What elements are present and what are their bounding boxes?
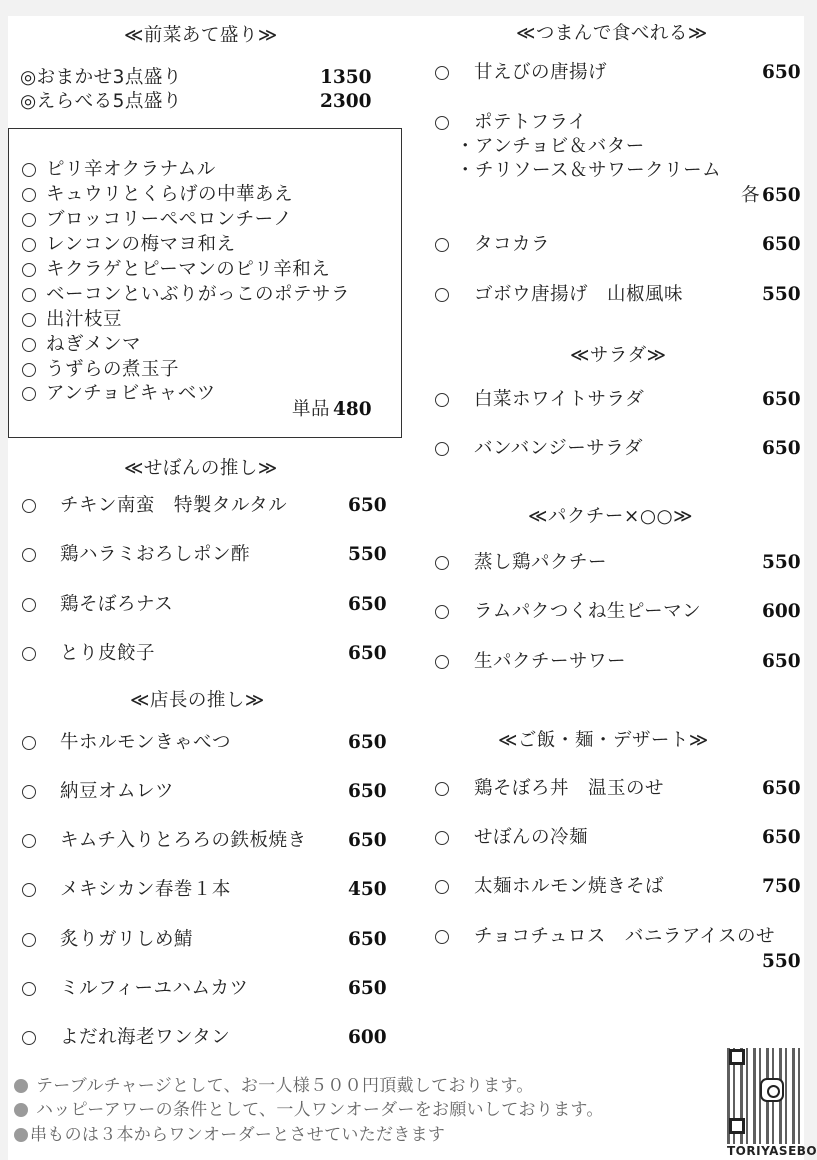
circle-marker-icon [22, 499, 36, 513]
note-skewers: 串ものは３本からワンオーダーとさせていただきます [30, 1125, 446, 1145]
note-happy-hour: ハッピーアワーの条件として、一人ワンオーダーをお願いしております。 [36, 1100, 604, 1120]
heading-salad: ≪サラダ≫ [570, 345, 667, 366]
menu-item-name: 生パクチーサワー [474, 651, 627, 672]
circle-marker-icon [22, 238, 36, 252]
menu-item-price: 650 [348, 643, 387, 664]
circle-marker-icon [435, 880, 449, 894]
circle-marker-icon [22, 188, 36, 202]
menu-item-price: 650 [348, 781, 387, 802]
heading-sebon-picks: ≪せぼんの推し≫ [124, 458, 278, 479]
menu-item-name: タコカラ [474, 234, 551, 255]
menu-item-name: ゴボウ唐揚げ 山椒風味 [474, 284, 684, 305]
menu-item-name: ◎おまかせ3点盛り [20, 67, 182, 88]
choice-item: レンコンの梅マヨ和え [46, 234, 236, 255]
menu-item-name: 白菜ホワイトサラダ [474, 389, 645, 410]
menu-item-name: チキン南蛮 特製タルタル [60, 495, 288, 516]
menu-item-name: 納豆オムレツ [60, 781, 175, 802]
menu-item-price: 650 [348, 978, 387, 999]
menu-item-name: よだれ海老ワンタン [60, 1027, 231, 1048]
circle-marker-icon [22, 288, 36, 302]
menu-item-name: 鶏そぼろ丼 温玉のせ [474, 778, 665, 799]
circle-marker-icon [435, 930, 449, 944]
heading-manager-picks: ≪店長の推し≫ [130, 690, 265, 711]
choice-item: 出汁枝豆 [46, 309, 123, 330]
menu-item-price: 650 [348, 495, 387, 516]
circle-marker-icon [435, 605, 449, 619]
circle-marker-icon [435, 393, 449, 407]
qr-finder-icon [729, 1118, 745, 1134]
menu-item-price: 1350 [320, 67, 372, 88]
circle-marker-icon [435, 116, 449, 130]
menu-item-name: 鶏そぼろナス [60, 594, 174, 615]
unit-price: 480 [333, 399, 372, 420]
choice-item: うずらの煮玉子 [46, 359, 180, 380]
circle-marker-icon [22, 933, 36, 947]
menu-item-price: 650 [762, 778, 801, 799]
circle-marker-icon [22, 213, 36, 227]
circle-marker-icon [22, 1031, 36, 1045]
circle-marker-icon [435, 288, 449, 302]
circle-marker-icon [22, 785, 36, 799]
menu-item-price: 550 [762, 552, 801, 573]
menu-item-price: 650 [348, 929, 387, 950]
choice-item: キュウリとくらげの中華あえ [46, 184, 294, 205]
menu-item-name: 甘えびの唐揚げ [474, 62, 608, 83]
bullet-icon [14, 1103, 28, 1117]
bullet-icon [14, 1079, 28, 1093]
menu-item-price: 550 [762, 951, 801, 972]
circle-marker-icon [22, 263, 36, 277]
menu-item-price: 550 [348, 544, 387, 565]
qr-label: TORIYASEBO [727, 1144, 817, 1158]
circle-marker-icon [22, 363, 36, 377]
bullet-icon [14, 1128, 28, 1142]
choice-item: ベーコンといぶりがっこのポテサラ [46, 284, 351, 305]
menu-item-price: 650 [348, 830, 387, 851]
circle-marker-icon [435, 782, 449, 796]
menu-item-name: 蒸し鶏パクチー [474, 552, 608, 573]
circle-marker-icon [435, 66, 449, 80]
heading-rice-noodle-dessert: ≪ご飯・麺・デザート≫ [498, 730, 709, 751]
circle-marker-icon [22, 548, 36, 562]
circle-marker-icon [22, 313, 36, 327]
menu-item-price: 650 [762, 438, 801, 459]
heading-finger-food: ≪つまんで食べれる≫ [516, 23, 708, 44]
menu-item-name: メキシカン春巻１本 [60, 879, 231, 900]
menu-item-name: ポテトフライ [474, 112, 587, 133]
circle-marker-icon [435, 655, 449, 669]
unit-price-label: 単品 [292, 399, 331, 420]
menu-item-name: ラムパクつくね生ピーマン [474, 601, 702, 622]
menu-item-price: 650 [762, 62, 801, 83]
circle-marker-icon [22, 982, 36, 996]
circle-marker-icon [435, 831, 449, 845]
circle-marker-icon [22, 834, 36, 848]
note-table-charge: テーブルチャージとして、お一人様５００円頂戴しております。 [36, 1076, 534, 1096]
menu-item-name: 鶏ハラミおろしポン酢 [60, 544, 251, 565]
menu-item-price: 650 [762, 827, 801, 848]
menu-item-price: 2300 [320, 91, 372, 112]
menu-item-price: 650 [762, 185, 801, 206]
heading-appetizer: ≪前菜あて盛り≫ [124, 25, 278, 46]
menu-item-name: ◎えらべる5点盛り [20, 91, 182, 112]
menu-item-price: 600 [762, 601, 801, 622]
instagram-icon [760, 1078, 784, 1102]
circle-marker-icon [22, 163, 36, 177]
menu-item-name: チョコチュロス バニラアイスのせ [474, 926, 776, 947]
choice-item: ブロッコリーペペロンチーノ [46, 209, 293, 230]
circle-marker-icon [22, 883, 36, 897]
menu-item-name: 牛ホルモンきゃべつ [60, 732, 232, 753]
choice-item: アンチョビキャベツ [46, 383, 216, 404]
menu-item-name: 太麺ホルモン焼きそば [474, 876, 665, 897]
menu-item-price: 650 [348, 594, 387, 615]
circle-marker-icon [435, 238, 449, 252]
menu-item-option: ・アンチョビ＆バター [456, 136, 645, 157]
menu-item-price: 650 [348, 732, 387, 753]
circle-marker-icon [435, 442, 449, 456]
choice-item: ピリ辛オクラナムル [46, 159, 216, 180]
menu-item-name: キムチ入りとろろの鉄板焼き [60, 830, 307, 851]
menu-item-name: 炙りガリしめ鯖 [60, 929, 194, 950]
circle-marker-icon [22, 387, 36, 401]
choice-item: キクラゲとピーマンのピリ辛和え [46, 259, 331, 280]
circle-marker-icon [22, 598, 36, 612]
qr-finder-icon [729, 1049, 745, 1065]
menu-item-price: 750 [762, 876, 801, 897]
menu-item-price: 600 [348, 1027, 387, 1048]
each-label: 各 [741, 185, 761, 206]
menu-item-price: 650 [762, 389, 801, 410]
menu-item-price: 550 [762, 284, 801, 305]
menu-item-name: ミルフィーユハムカツ [60, 978, 249, 999]
choice-item: ねぎメンマ [46, 334, 142, 355]
heading-pakuchi: ≪パクチー×○○≫ [528, 506, 694, 527]
menu-item-name: とり皮餃子 [60, 643, 156, 664]
circle-marker-icon [22, 338, 36, 352]
circle-marker-icon [22, 647, 36, 661]
menu-item-price: 650 [762, 651, 801, 672]
menu-item-name: バンバンジーサラダ [474, 438, 644, 459]
menu-item-price: 650 [762, 234, 801, 255]
circle-marker-icon [22, 736, 36, 750]
circle-marker-icon [435, 556, 449, 570]
menu-item-price: 450 [348, 879, 387, 900]
menu-item-name: せぼんの冷麺 [474, 827, 589, 848]
menu-item-option: ・チリソース＆サワークリーム [456, 160, 722, 181]
